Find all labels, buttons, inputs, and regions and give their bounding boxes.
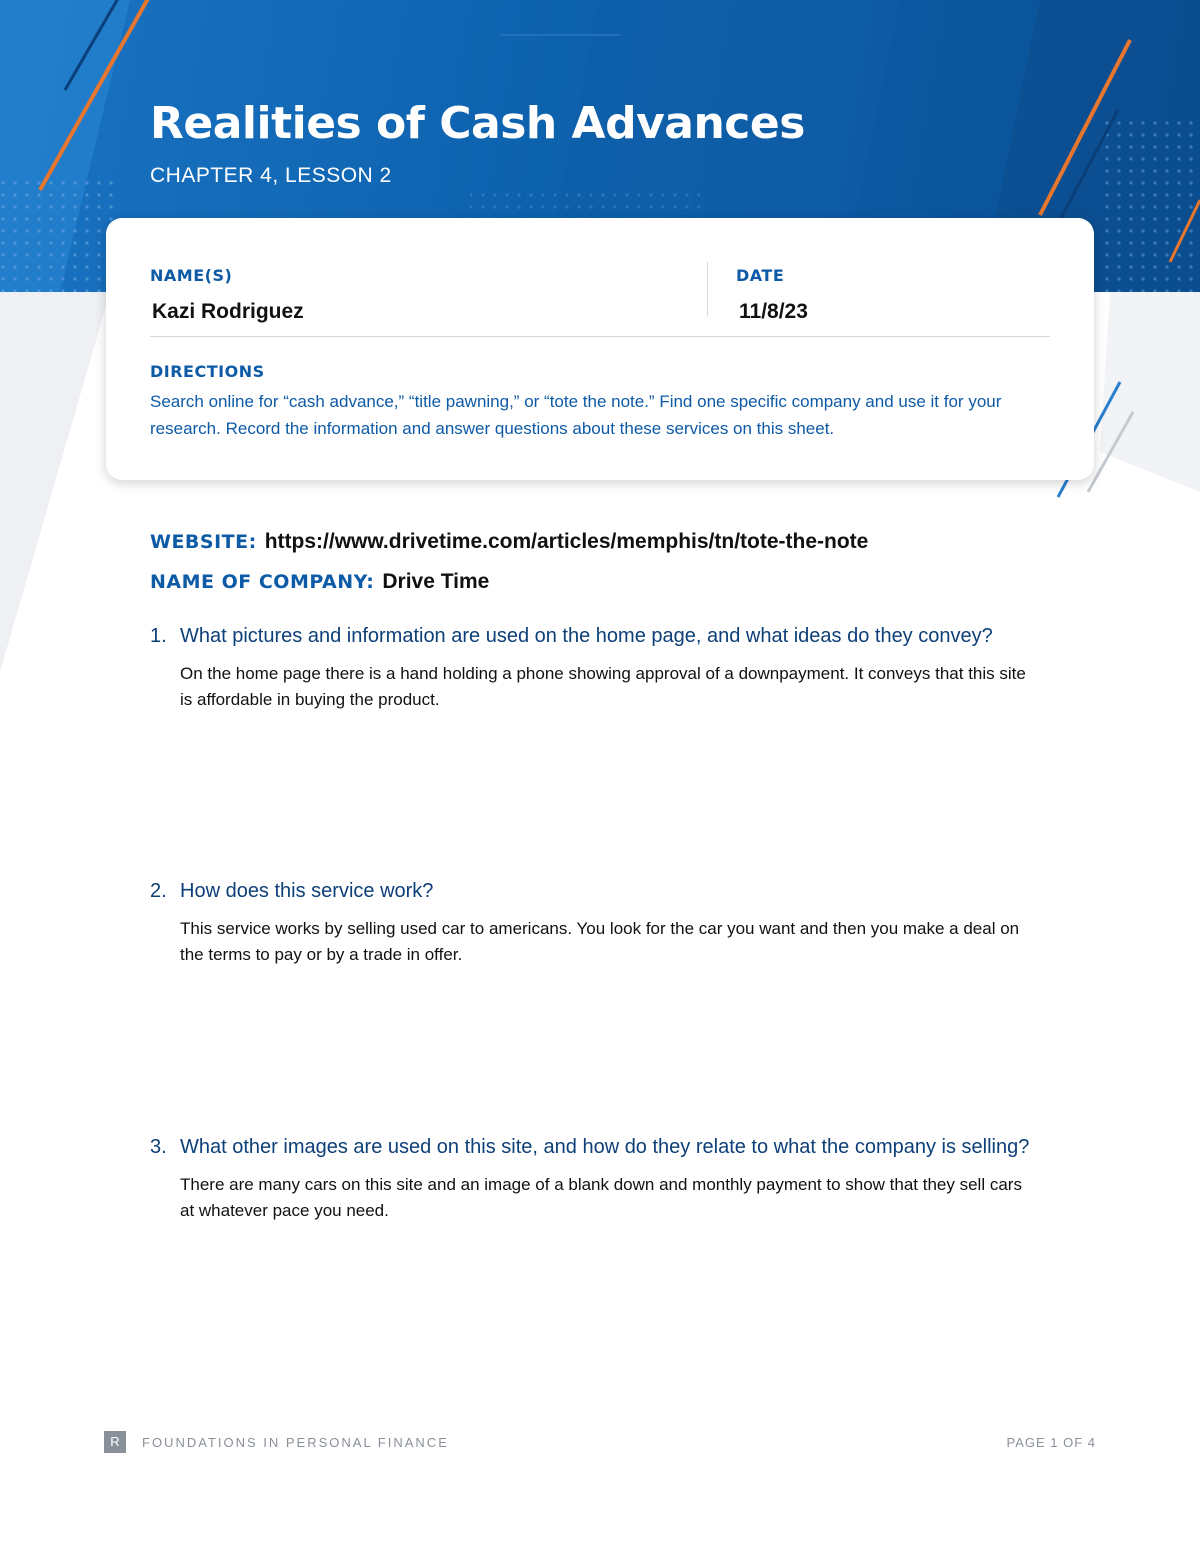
field-divider xyxy=(707,262,708,316)
question-number: 2. xyxy=(150,880,167,902)
answer-field[interactable]: On the home page there is a hand holding a phone showing approval of a downpayment. It conveys that this site is affordable in buying the product. xyxy=(180,664,1026,709)
date-field[interactable]: 11/8/23 xyxy=(739,300,808,323)
company-field[interactable]: Drive Time xyxy=(382,570,490,593)
question-1 xyxy=(150,620,1050,713)
website-row xyxy=(150,530,868,554)
footer-course-name: FOUNDATIONS IN PERSONAL FINANCE xyxy=(142,1435,449,1450)
answer-field[interactable]: There are many cars on this site and an image of a blank down and monthly payment to show that they sell cars at whatever pace you need. xyxy=(180,1175,1022,1220)
question-text: How does this service work? xyxy=(180,880,434,902)
names-field[interactable]: Kazi Rodriguez xyxy=(152,300,304,323)
ramsey-logo-icon: R xyxy=(104,1431,126,1453)
directions-label: DIRECTIONS xyxy=(150,362,265,381)
names-label: NAME(S) xyxy=(150,266,233,285)
question-text: What pictures and information are used on the home page, and what ideas do they convey? xyxy=(180,625,993,647)
section-divider xyxy=(150,336,1050,337)
question-3 xyxy=(150,1131,1050,1224)
company-label: NAME OF COMPANY: xyxy=(150,571,375,593)
date-label: DATE xyxy=(736,266,785,285)
question-number: 1. xyxy=(150,625,167,647)
website-label: WEBSITE: xyxy=(150,531,257,553)
directions-text: Search online for “cash advance,” “title pawning,” or “tote the note.” Find one specific company and use it for your research. Record the information and answer questions about these services on this sheet. xyxy=(150,392,1002,438)
chapter-lesson: CHAPTER 4, LESSON 2 xyxy=(150,164,392,187)
answer-field[interactable]: This service works by selling used car to americans. You look for the car you want and then you make a deal on the terms to pay or by a trade in offer. xyxy=(180,919,1020,964)
question-number: 3. xyxy=(150,1136,167,1158)
company-row xyxy=(150,570,489,594)
question-2 xyxy=(150,875,1050,968)
website-field[interactable]: https://www.drivetime.com/articles/memphis/tn/tote-the-note xyxy=(264,530,869,553)
page-number: PAGE 1 OF 4 xyxy=(1006,1435,1096,1450)
question-text: What other images are used on this site, and how do they relate to what the company is selling? xyxy=(180,1136,1030,1158)
info-card xyxy=(106,218,1094,480)
page-title: Realities of Cash Advances xyxy=(150,98,805,149)
